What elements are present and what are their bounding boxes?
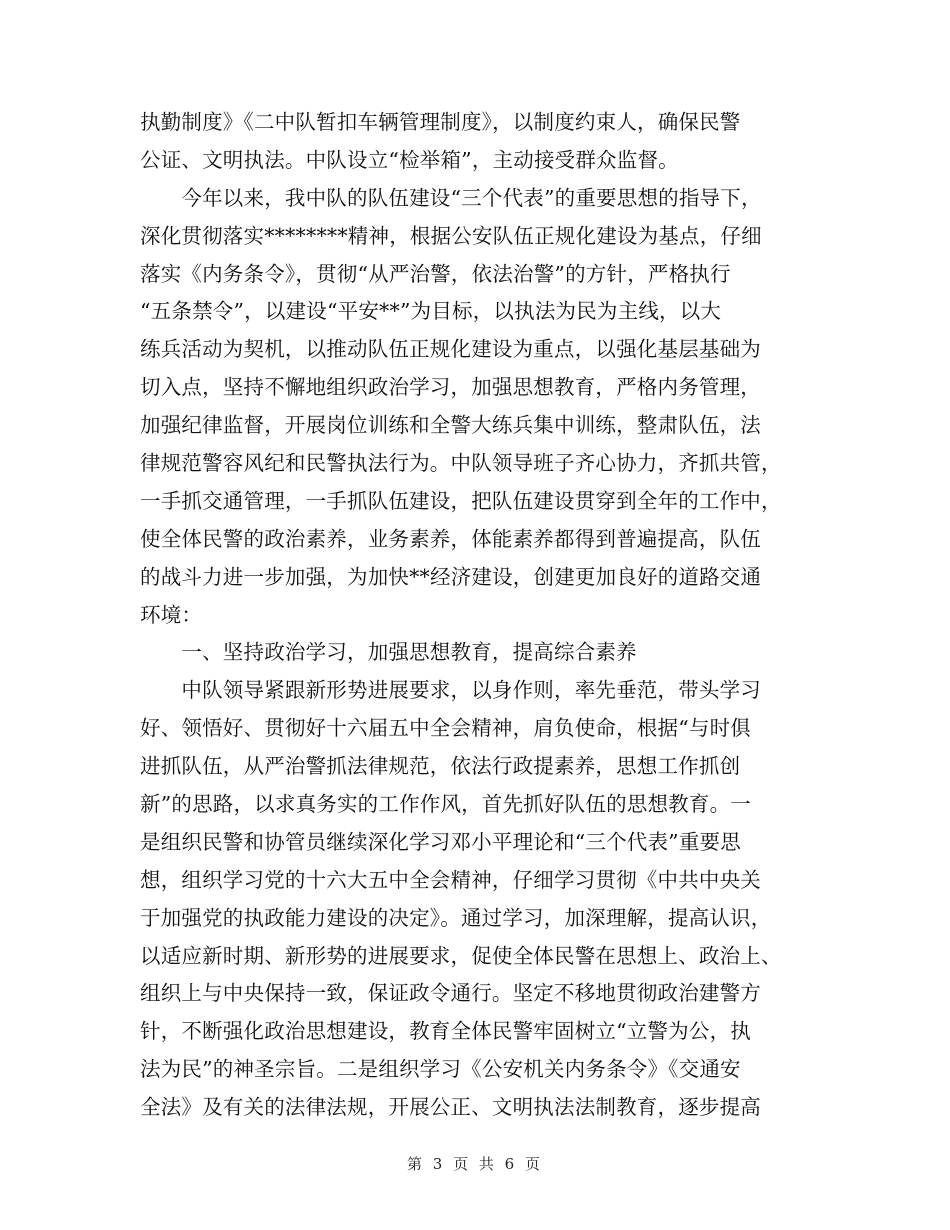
text-line-24: 组织上与中央保持一致，保证政令通行。坚定不移地贯彻政治建警方	[140, 981, 761, 1006]
text-line-18: 进抓队伍，从严治警抓法律规范，依法行政提素养，思想工作抓创	[140, 754, 741, 779]
text-line-17: 好、领悟好、贯彻好十六届五中全会精神，肩负使命，根据“与时俱	[140, 716, 751, 741]
text-line-19: 新”的思路，以求真务实的工作作风，首先抓好队伍的思想教育。一	[140, 792, 751, 817]
text-line-1: 执勤制度》《二中队暂扣车辆管理制度》，以制度约束人，确保民警	[140, 110, 741, 134]
text-line-13: 的战斗力进一步加强，为加快**经济建设，创建更加良好的道路交通	[140, 564, 762, 589]
text-line-3: 今年以来，我中队的队伍建设“三个代表”的重要思想的指导下，	[140, 185, 762, 210]
text-line-11: 一手抓交通管理，一手抓队伍建设，把队伍建设贯穿到全年的工作中，	[140, 488, 782, 513]
text-line-7: 练兵活动为契机，以推动队伍正规化建设为重点，以强化基层基础为	[140, 337, 761, 362]
text-line-16: 中队领导紧跟新形势进展要求，以身作则，率先垂范，带头学习	[140, 678, 761, 703]
text-line-20: 是组织民警和协管员继续深化学习邓小平理论和“三个代表”重要思	[140, 829, 741, 854]
text-line-22: 于加强党的执政能力建设的决定》。通过学习，加深理解，提高认识，	[140, 905, 772, 930]
text-line-14: 环境：	[140, 602, 203, 627]
text-line-5: 落实《内务条令》，贯彻“从严治警，依法治警”的方针，严格执行	[140, 261, 731, 286]
section-heading: 一、坚持政治学习，加强思想教育，提高综合素养	[140, 640, 637, 665]
text-line-21: 想，组织学习党的十六大五中全会精神，仔细学习贯彻《中共中央关	[140, 867, 761, 892]
text-line-26: 法为民”的神圣宗旨。二是组织学习《公安机关内务条令》《交通安	[140, 1057, 741, 1082]
text-line-10: 律规范警容风纪和民警执法行为。中队领导班子齐心协力，齐抓共管，	[140, 451, 782, 476]
text-line-23: 以适应新时期、新形势的进展要求，促使全体民警在思想上、政治上、	[140, 943, 782, 968]
text-line-4: 深化贯彻落实********精神，根据公安队伍正规化建设为基点，仔细	[140, 223, 762, 248]
text-line-25: 针，不断强化政治思想建设，教育全体民警牢固树立“立警为公，执	[140, 1019, 751, 1044]
text-line-8: 切入点，坚持不懈地组织政治学习，加强思想教育，严格内务管理，	[140, 375, 761, 400]
body-text	[140, 104, 830, 1127]
text-line-9: 加强纪律监督，开展岗位训练和全警大练兵集中训练，整肃队伍，法	[140, 413, 761, 438]
text-line-2: 公证、文明执法。中队设立“检举箱”，主动接受群众监督。	[140, 147, 679, 172]
page-number-footer: 第 3 页 共 6 页	[407, 1155, 543, 1173]
text-line-27: 全法》及有关的法律法规，开展公正、文明执法法制教育，逐步提高	[140, 1095, 761, 1120]
text-line-6: “五条禁令”，以建设“平安**”为目标，以执法为民为主线，以大	[140, 299, 722, 324]
text-line-12: 使全体民警的政治素养，业务素养，体能素养都得到普遍提高，队伍	[140, 526, 761, 551]
